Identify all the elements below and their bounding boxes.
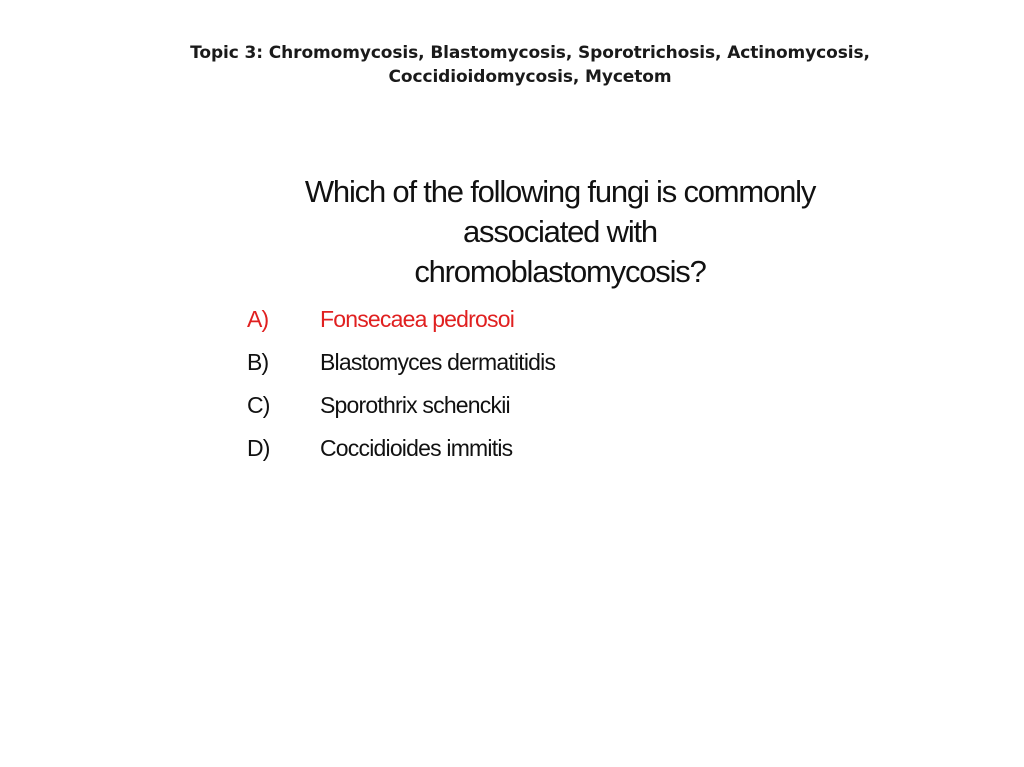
option-a-text: Fonsecaea pedrosoi xyxy=(320,306,515,332)
option-c-text: Sporothrix schenckii xyxy=(320,392,510,418)
option-b xyxy=(247,346,747,389)
option-b-text: Blastomyces dermatitidis xyxy=(320,349,556,375)
question-line-3: chromoblastomycosis? xyxy=(414,254,706,289)
option-d-text: Coccidioides immitis xyxy=(320,435,513,461)
question-line-1: Which of the following fungi is commonly xyxy=(304,174,816,209)
question-line-2: associated with xyxy=(463,214,657,249)
option-b-letter: B) xyxy=(247,349,269,375)
option-c xyxy=(247,389,747,432)
option-d-letter: D) xyxy=(247,435,270,461)
question-text xyxy=(240,172,880,292)
topic-title-line-1: Topic 3: Chromomycosis, Blastomycosis, Sporotrichosis, Actinomycosis, xyxy=(190,43,870,63)
answer-options xyxy=(247,303,747,475)
option-d xyxy=(247,432,747,475)
topic-title xyxy=(100,41,960,89)
option-a-letter: A) xyxy=(247,306,269,332)
topic-title-line-2: Coccidioidomycosis, Mycetom xyxy=(388,67,672,87)
option-c-letter: C) xyxy=(247,392,270,418)
option-a xyxy=(247,303,747,346)
